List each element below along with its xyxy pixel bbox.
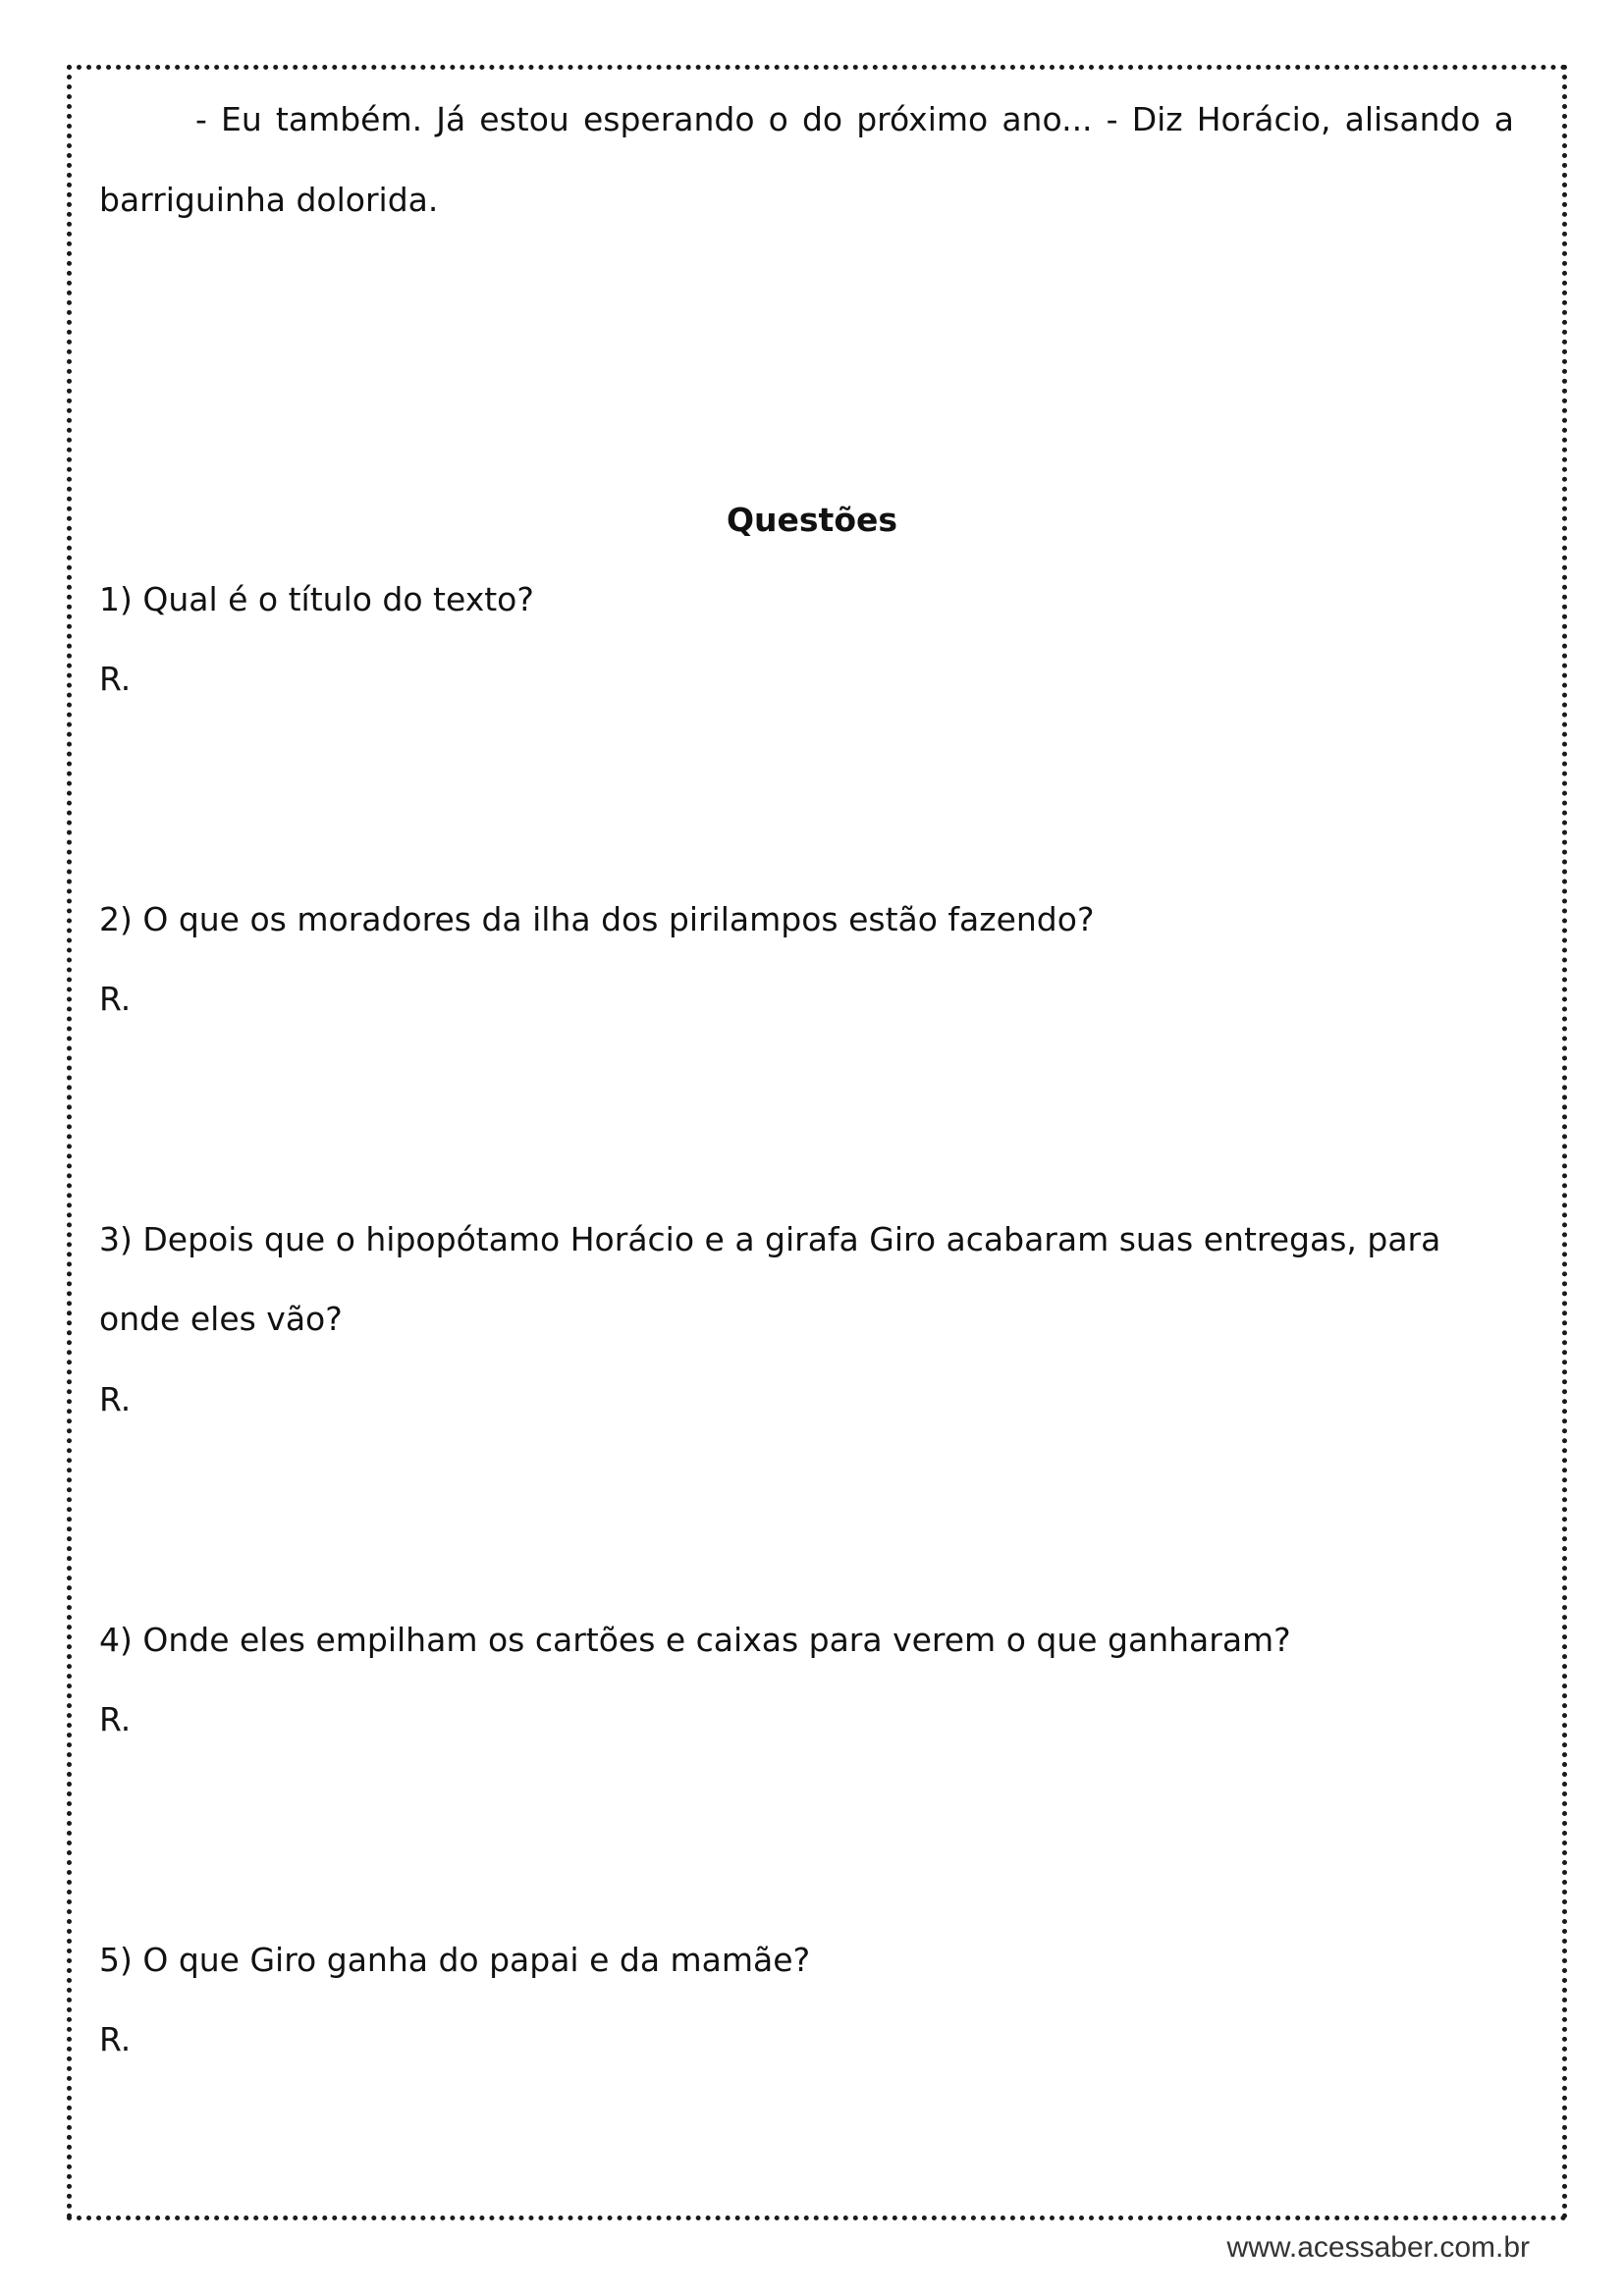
- answer-3: R.: [99, 1380, 132, 1418]
- footer-url: www.acessaber.com.br: [1226, 2231, 1530, 2264]
- questions-heading: Questões: [726, 501, 898, 539]
- answer-2: R.: [99, 980, 132, 1018]
- story-line-2: barriguinha dolorida.: [99, 181, 439, 219]
- story-line-1: - Eu também. Já estou esperando o do próximo ano... - Diz Horácio, alisando a: [195, 100, 1514, 138]
- page-border: [67, 65, 1567, 2220]
- question-1: 1) Qual é o título do texto?: [99, 580, 534, 618]
- answer-5: R.: [99, 2020, 132, 2058]
- question-3-line-1: 3) Depois que o hipopótamo Horácio e a girafa Giro acabaram suas entregas, para: [99, 1220, 1441, 1258]
- question-4: 4) Onde eles empilham os cartões e caixas para verem o que ganharam?: [99, 1621, 1291, 1659]
- answer-4: R.: [99, 1700, 132, 1738]
- answer-1: R.: [99, 660, 132, 698]
- question-3-line-2: onde eles vão?: [99, 1300, 343, 1338]
- question-2: 2) O que os moradores da ilha dos pirilampos estão fazendo?: [99, 900, 1095, 938]
- question-5: 5) O que Giro ganha do papai e da mamãe?: [99, 1941, 811, 1979]
